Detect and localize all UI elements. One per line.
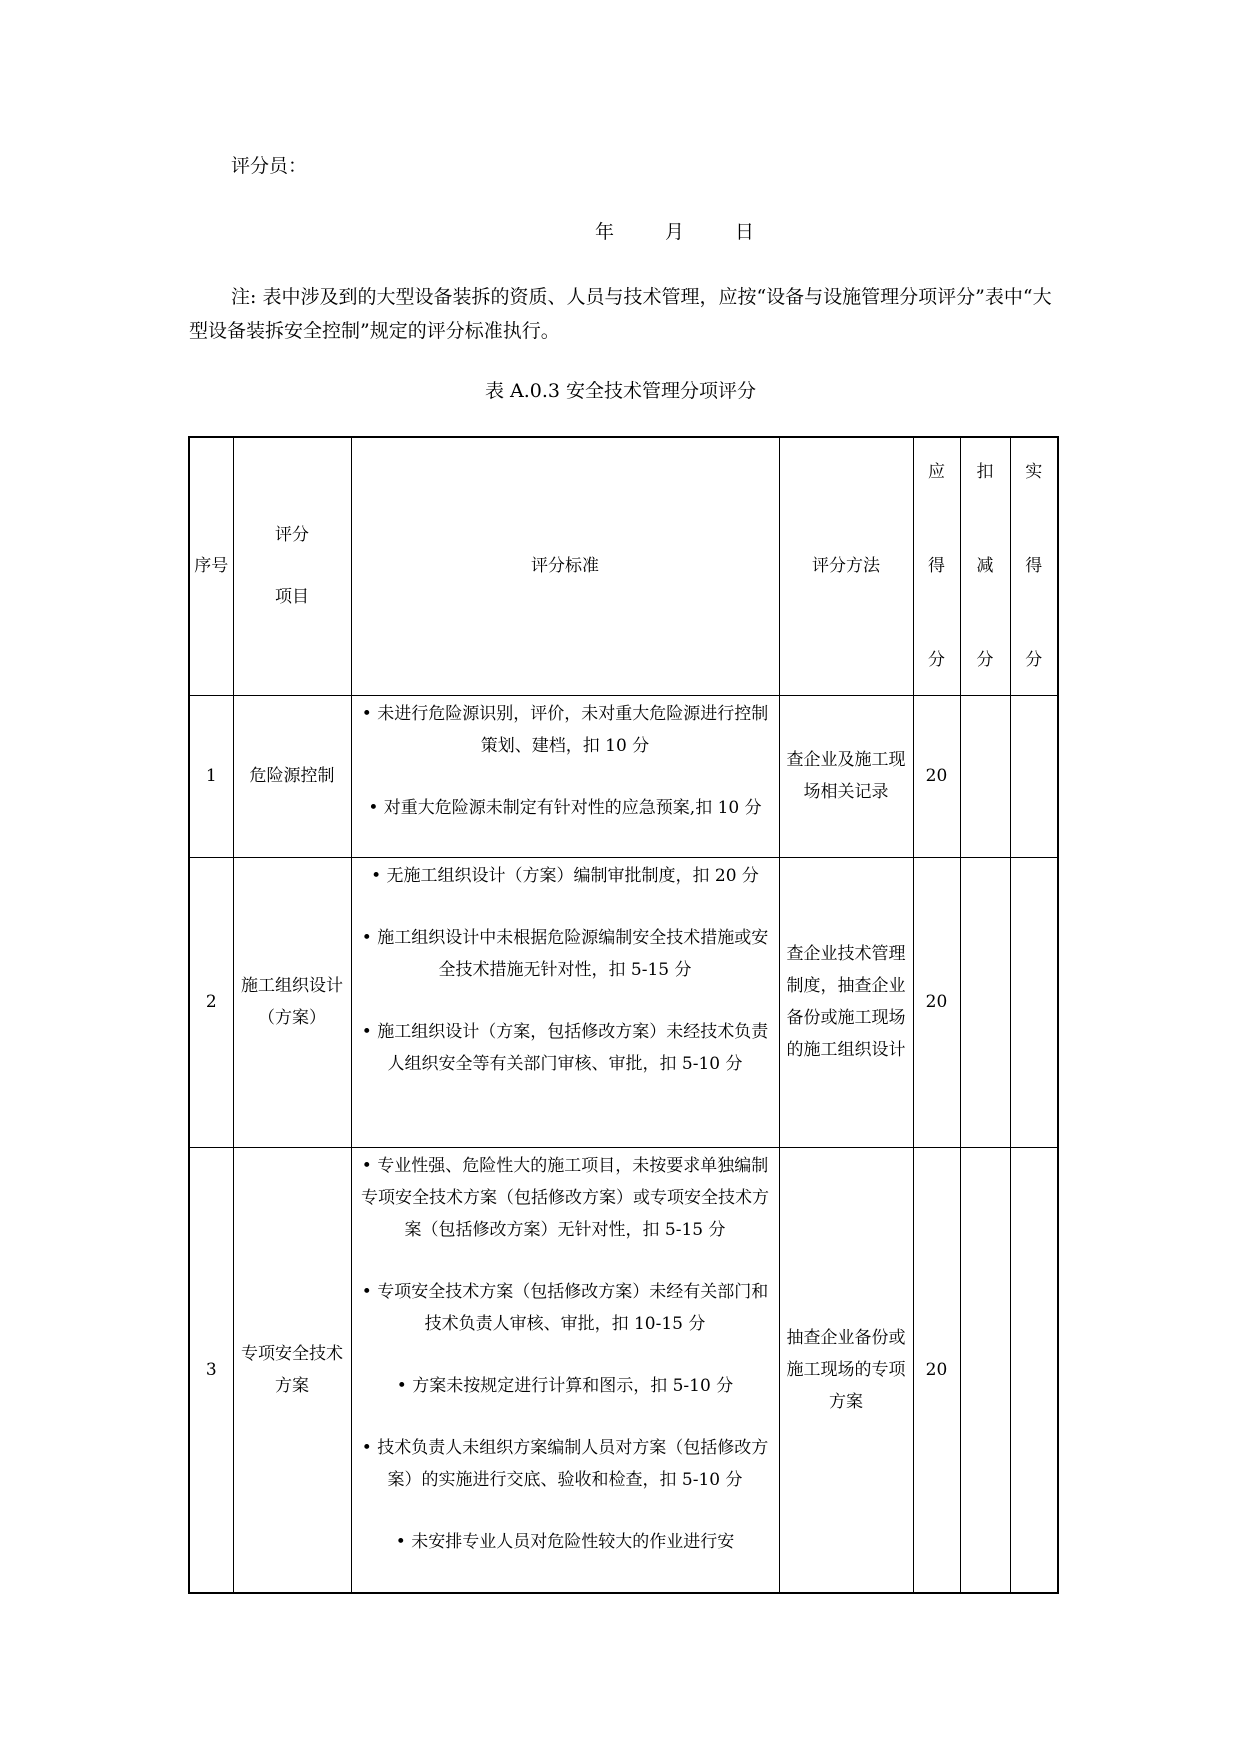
row-criteria — [351, 857, 779, 1147]
row-actual-score — [1010, 857, 1058, 1147]
row-seq: 1 — [189, 695, 233, 857]
header-deduct-char: 减 — [976, 556, 994, 577]
criteria-entry: • 施工组织设计（方案，包括修改方案）未经技术负责人组织安全等有关部门审核、审批，扣 5-10 分 — [361, 1021, 769, 1074]
criteria-entry: • 技术负责人未组织方案编制人员对方案（包括修改方案）的实施进行交底、验收和检查，扣 5-10 分 — [361, 1437, 769, 1490]
row-criteria — [351, 1147, 779, 1593]
criteria-entry: • 未进行危险源识别，评价，未对重大危险源进行控制策划、建档，扣 10 分 — [361, 703, 769, 756]
table-caption: 表 A.0.3 安全技术管理分项评分 — [484, 380, 757, 402]
date-line — [595, 218, 754, 246]
header-due — [913, 437, 960, 695]
row-seq: 2 — [189, 857, 233, 1147]
header-deduct-char: 分 — [976, 650, 994, 671]
table-row — [189, 695, 1058, 857]
header-due-char: 应 — [928, 462, 945, 483]
table-header-row — [189, 437, 1058, 695]
header-seq: 序号 — [189, 437, 233, 695]
row-method: 抽查企业备份或施工现场的专项方案 — [779, 1147, 913, 1593]
note-text: 注: 表中涉及到的大型设备装拆的资质、人员与技术管理，应按“设备与设施管理分项评分”表中“大型设备装拆安全控制”规定的评分标准执行。 — [189, 286, 1052, 342]
header-actual — [1010, 437, 1058, 695]
header-criteria: 评分标准 — [351, 437, 779, 695]
row-deduct-score — [960, 695, 1010, 857]
header-item-line2: 项目 — [275, 587, 309, 608]
row-actual-score — [1010, 695, 1058, 857]
header-item-line1: 评分 — [275, 525, 309, 546]
scoring-table — [188, 436, 1059, 1594]
criteria-entry: • 专项安全技术方案（包括修改方案）未经有关部门和技术负责人审核、审批，扣 10-15 分 — [361, 1281, 769, 1334]
row-deduct-score — [960, 1147, 1010, 1593]
header-actual-char: 得 — [1025, 556, 1043, 577]
date-day: 日 — [735, 221, 755, 243]
header-due-char: 得 — [928, 556, 945, 577]
header-method: 评分方法 — [779, 437, 913, 695]
row-item: 施工组织设计（方案） — [233, 857, 351, 1147]
header-deduct — [960, 437, 1010, 695]
header-item — [233, 437, 351, 695]
row-item: 危险源控制 — [233, 695, 351, 857]
header-actual-char: 分 — [1025, 650, 1043, 671]
row-criteria — [351, 695, 779, 857]
table-row — [189, 857, 1058, 1147]
date-year: 年 — [595, 221, 615, 243]
table-row — [189, 1147, 1058, 1593]
date-month: 月 — [665, 221, 685, 243]
row-item: 专项安全技术方案 — [233, 1147, 351, 1593]
row-due-score: 20 — [913, 1147, 960, 1593]
row-method: 查企业及施工现场相关记录 — [779, 695, 913, 857]
criteria-entry: • 未安排专业人员对危险性较大的作业进行安 — [395, 1531, 735, 1552]
row-seq: 3 — [189, 1147, 233, 1593]
header-actual-char: 实 — [1025, 462, 1043, 483]
row-actual-score — [1010, 1147, 1058, 1593]
criteria-entry: • 对重大危险源未制定有针对性的应急预案,扣 10 分 — [368, 797, 762, 818]
row-deduct-score — [960, 857, 1010, 1147]
header-due-char: 分 — [928, 650, 945, 671]
row-due-score: 20 — [913, 695, 960, 857]
criteria-entry: • 无施工组织设计（方案）编制审批制度，扣 20 分 — [371, 865, 759, 886]
criteria-entry: • 施工组织设计中未根据危险源编制安全技术措施或安全技术措施无针对性，扣 5-15 分 — [361, 927, 769, 980]
row-method: 查企业技术管理制度，抽查企业备份或施工现场的施工组织设计 — [779, 857, 913, 1147]
header-deduct-char: 扣 — [976, 462, 994, 483]
criteria-entry: • 专业性强、危险性大的施工项目，未按要求单独编制专项安全技术方案（包括修改方案）或专项安全技术方案（包括修改方案）无针对性，扣 5-15 分 — [361, 1155, 769, 1240]
criteria-entry: • 方案未按规定进行计算和图示，扣 5-10 分 — [396, 1375, 734, 1396]
scorer-label: 评分员： — [231, 155, 308, 177]
row-due-score: 20 — [913, 857, 960, 1147]
